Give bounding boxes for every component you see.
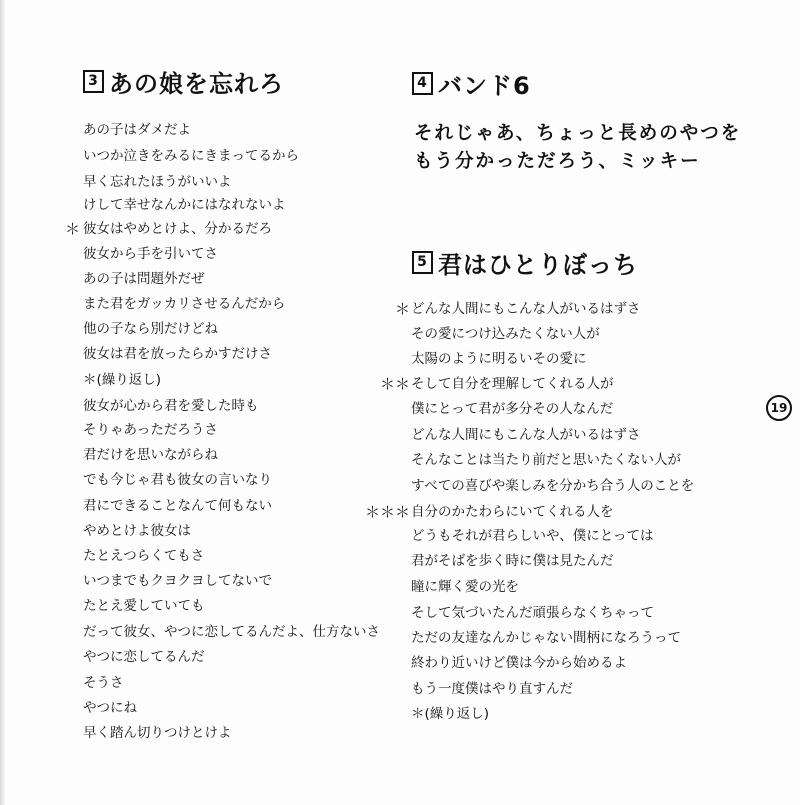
song-5-line: どんな人間にもこんな人がいるはずさ bbox=[411, 427, 641, 443]
song-5-line: 瞳に輝く愛の光を bbox=[411, 579, 519, 595]
song-4-number: 4 bbox=[412, 72, 433, 95]
song-4-title bbox=[412, 66, 531, 101]
song-3-line: いつまでもクヨクヨしてないで bbox=[83, 573, 272, 589]
song-3-number: 3 bbox=[83, 70, 104, 93]
song-5-line: そんなことは当たり前だと思いたくない人が bbox=[411, 452, 681, 468]
song-5-number: 5 bbox=[412, 251, 433, 274]
song-3-line: あの子は問題外だぜ bbox=[83, 271, 205, 287]
song-5-line: どんな人間にもこんな人がいるはずさ bbox=[411, 301, 641, 317]
song-3-line: 君だけを思いながらね bbox=[83, 447, 218, 463]
song-5-line: ただの友達なんかじゃない間柄になろうって bbox=[411, 630, 681, 646]
song-3-line: いつか泣きをみるにきまってるから bbox=[83, 148, 299, 164]
song-3-line: また君をガッカリさせるんだから bbox=[83, 296, 286, 312]
song-5-line: 終わり近いけど僕は今から始めるよ bbox=[411, 655, 627, 671]
song-3-line: やつに恋してるんだ bbox=[83, 649, 205, 665]
song-3-line: たとえ愛していても bbox=[83, 598, 205, 614]
song-4-line: もう分かっただろう、ミッキー bbox=[414, 151, 701, 172]
song-3-marker: ＊ bbox=[64, 220, 80, 238]
song-3-line: 彼女が心から君を愛した時も bbox=[83, 398, 259, 414]
song-5-marker: ＊＊＊ bbox=[364, 503, 410, 521]
song-3-line: そりゃあっただろうさ bbox=[83, 422, 218, 438]
song-3-line: 他の子なら別だけどね bbox=[83, 321, 218, 337]
song-3-line: ＊(繰り返し) bbox=[83, 372, 162, 388]
song-3-line: 早く踏ん切りつけとけよ bbox=[83, 725, 232, 741]
song-5-line: 太陽のように明るいその愛に bbox=[411, 351, 587, 367]
page-number: 19 bbox=[766, 395, 792, 421]
song-3-line: だって彼女、やつに恋してるんだよ、仕方ないさ bbox=[83, 624, 380, 640]
song-5-marker: ＊ bbox=[394, 300, 410, 318]
song-3-line: 彼女はやめとけよ、分かるだろ bbox=[83, 221, 272, 237]
song-3-line: やめとけよ彼女は bbox=[83, 523, 191, 539]
song-5-line: そして気づいたんだ頑張らなくちゃって bbox=[411, 605, 654, 621]
song-5-line: 君がそばを歩く時に僕は見たんだ bbox=[411, 553, 614, 569]
song-3-line: たとえつらくてもさ bbox=[83, 548, 205, 564]
song-5-line: ＊(繰り返し) bbox=[411, 706, 490, 722]
song-5-line: そして自分を理解してくれる人が bbox=[411, 376, 614, 392]
song-5-marker: ＊＊ bbox=[379, 375, 410, 393]
song-5-title-text: 君はひとりぼっち bbox=[438, 251, 638, 279]
song-5-line: その愛につけ込みたくない人が bbox=[411, 326, 600, 342]
song-5-line: すべての喜びや楽しみを分かち合う人のことを bbox=[411, 478, 695, 494]
song-3-line: 早く忘れたほうがいいよ bbox=[83, 174, 232, 190]
song-4-title-text: バンド6 bbox=[438, 72, 531, 100]
song-5-line: どうもそれが君らしいや、僕にとっては bbox=[411, 528, 654, 544]
song-4-line: それじゃあ、ちょっと長めのやつを bbox=[414, 123, 742, 144]
song-3-line: あの子はダメだよ bbox=[83, 122, 191, 138]
page-edge bbox=[0, 0, 6, 805]
song-3-line: 君にできることなんて何もない bbox=[83, 498, 272, 514]
song-3-line: やつにね bbox=[83, 700, 137, 716]
song-3-line: そうさ bbox=[83, 675, 124, 691]
song-3-line: けして幸せなんかにはなれないよ bbox=[83, 197, 286, 213]
song-5-title bbox=[412, 245, 638, 280]
song-3-line: 彼女から手を引いてさ bbox=[83, 246, 218, 262]
song-3-title bbox=[83, 64, 284, 99]
song-3-line: 彼女は君を放ったらかすだけさ bbox=[83, 346, 272, 362]
song-3-title-text: あの娘を忘れろ bbox=[109, 70, 284, 98]
song-5-line: 僕にとって君が多分その人なんだ bbox=[411, 401, 614, 417]
song-5-line: 自分のかたわらにいてくれる人を bbox=[411, 504, 614, 520]
song-3-line: でも今じゃ君も彼女の言いなり bbox=[83, 472, 272, 488]
song-5-line: もう一度僕はやり直すんだ bbox=[411, 681, 573, 697]
